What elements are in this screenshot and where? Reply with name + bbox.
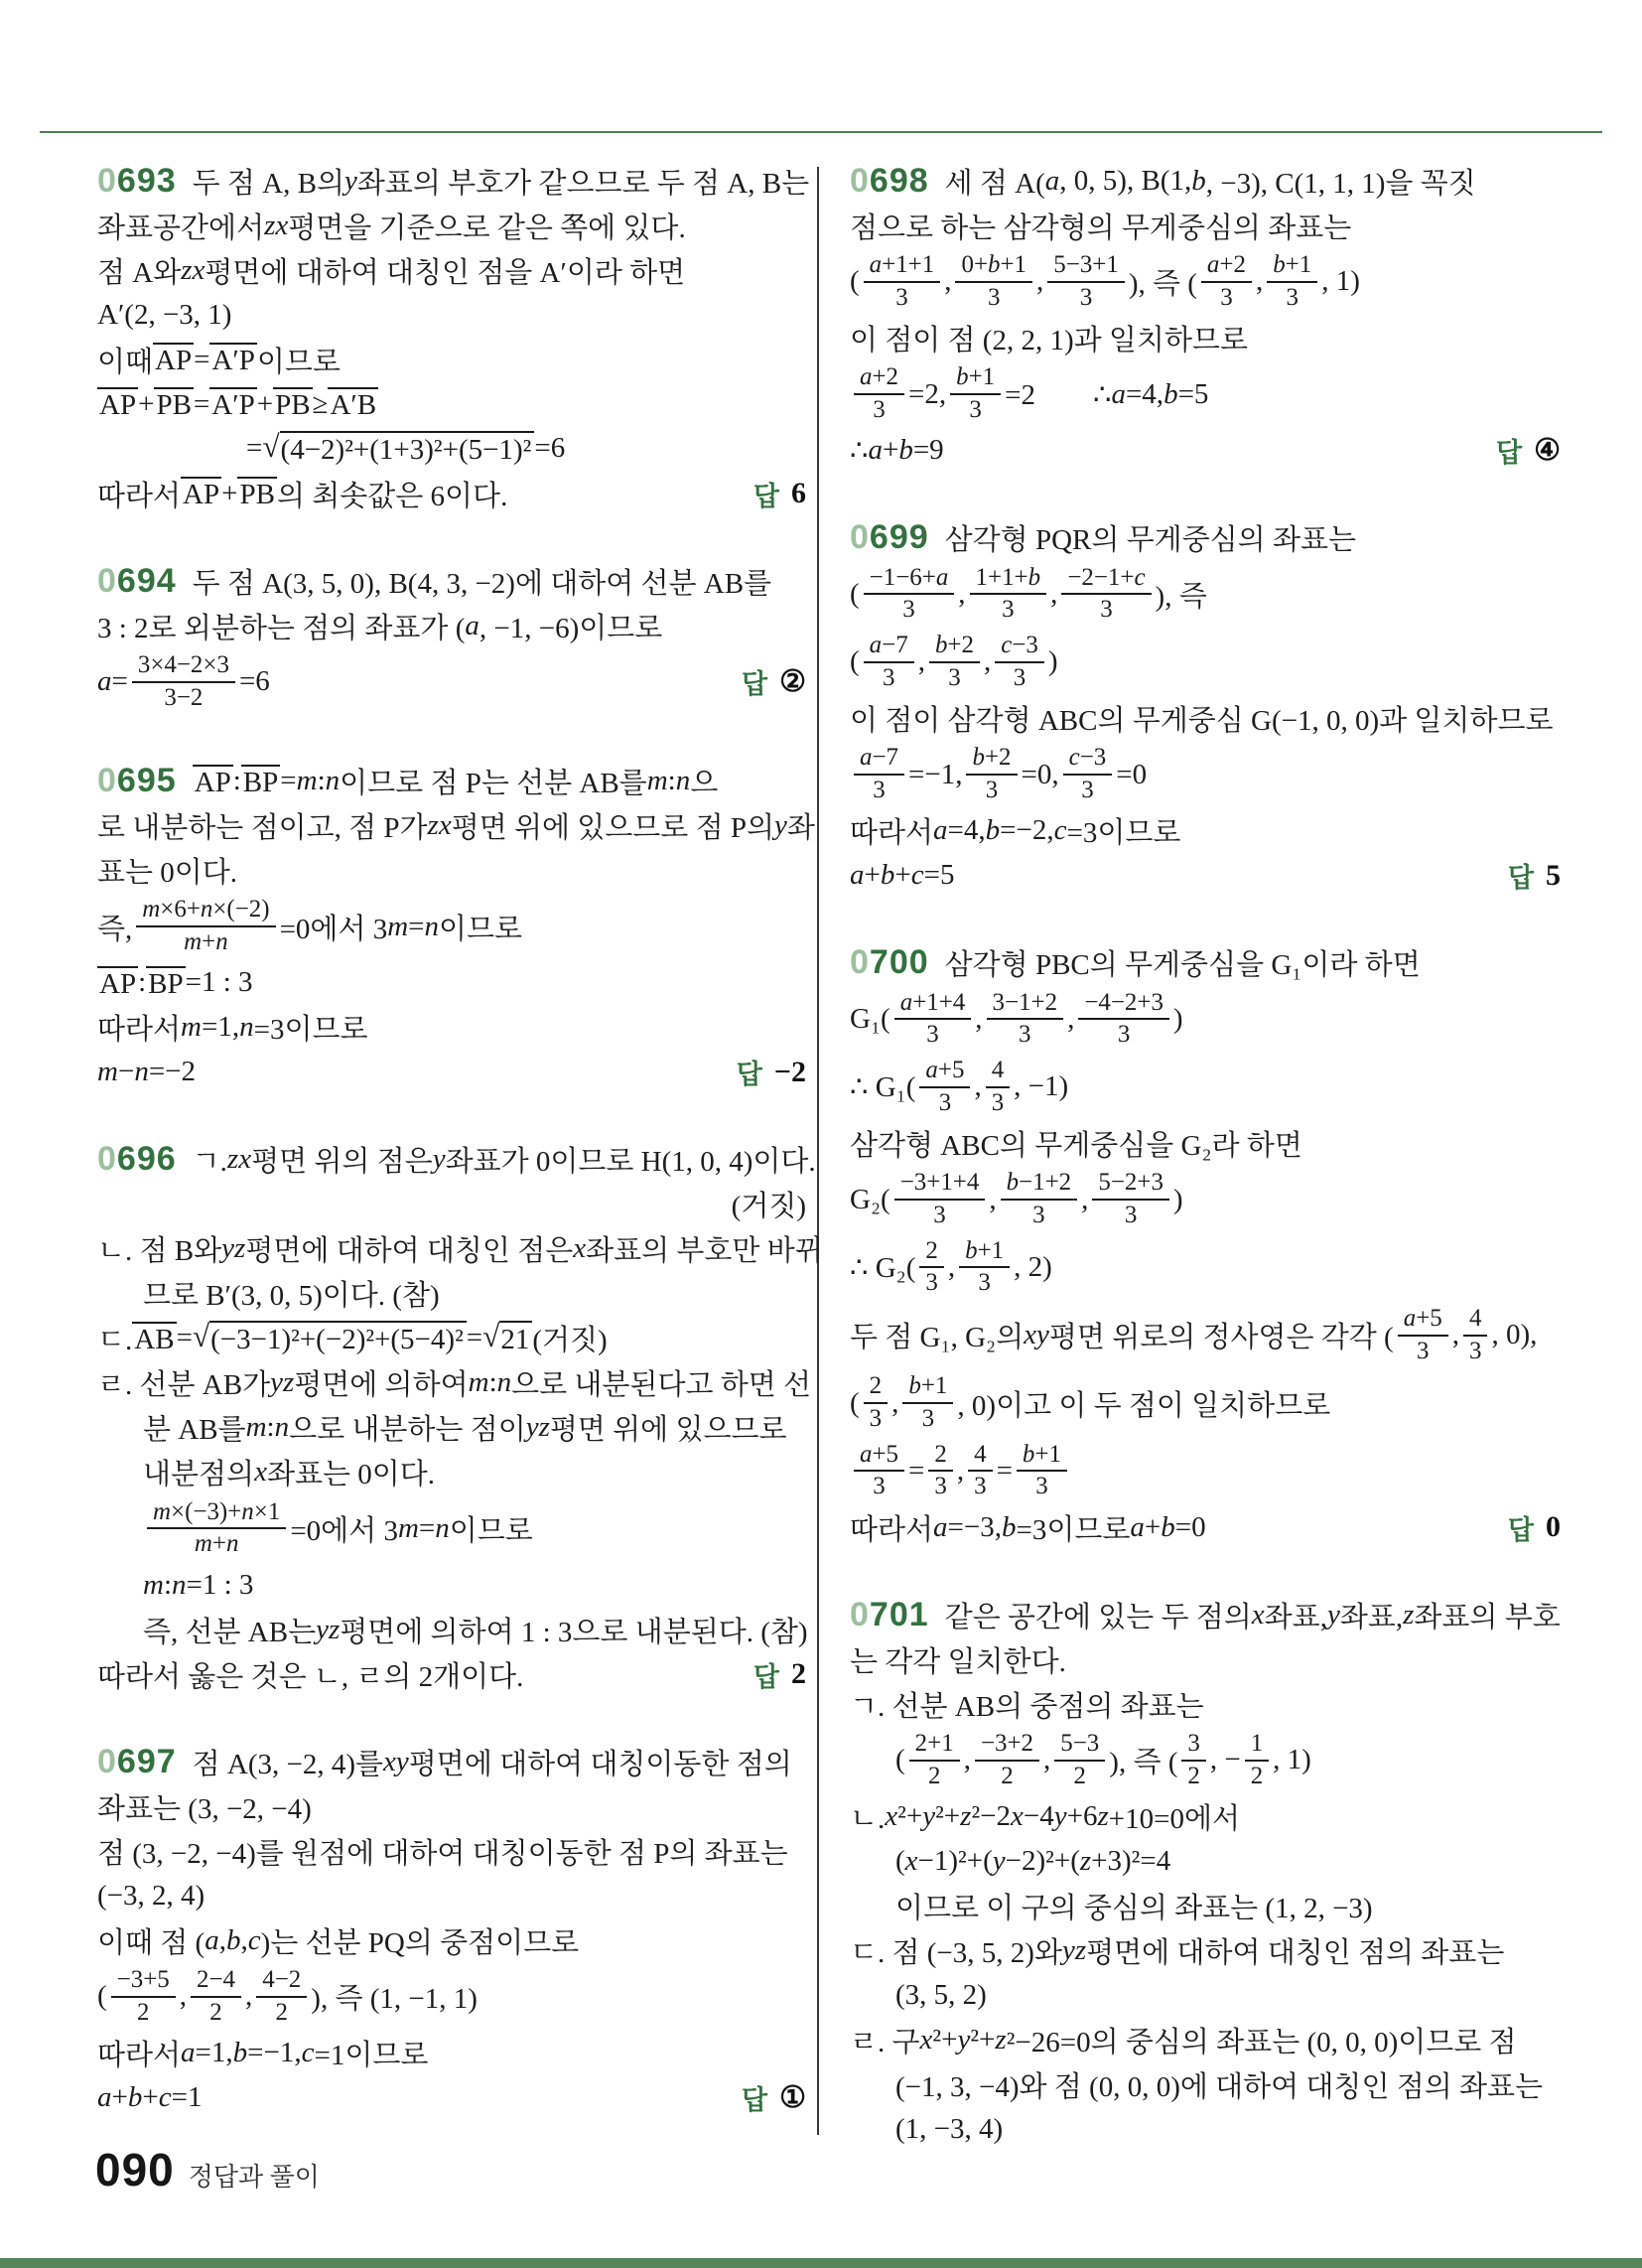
solution-line: 즉, 선분 AB는 yz 평면에 의하여 1 : 3으로 내분된다. (참)	[143, 1613, 808, 1648]
solution-line: G₁( $\frac{a+1+4}{3}$ , $\frac{3-1+2}{3}$ , $\frac{-4-2+3}{3}$ )	[850, 988, 1183, 1049]
solution-line: 내분점의 x 좌표는 0이다.	[143, 1456, 436, 1491]
solution-line: 이때 점 ( a , b , c )는 선분 PQ의 중점이므로	[97, 1923, 580, 1959]
answer-chip	[1508, 856, 1561, 895]
solution-line: 분 AB를 m : n 으로 내분하는 점이 yz 평면 위에 있으므로	[143, 1411, 787, 1447]
answer-chip	[753, 1655, 806, 1694]
problem-card	[850, 517, 1561, 897]
solution-line: 0701 같은 공간에 있는 두 점의 x 좌표, y 좌표, z 좌표의 부호	[850, 1595, 1561, 1633]
solution-line: 따라서 옳은 것은 ㄴ, ㄹ의 2개이다. 답 2	[97, 1653, 806, 1695]
solution-line: 는 각각 일치한다.	[850, 1645, 1066, 1678]
solution-line: 삼각형 ABC의 무게중심을 G₂라 하면	[850, 1129, 1302, 1162]
solution-line: (−1, 3, −4)와 점 (0, 0, 0)에 대하여 대칭인 점의 좌표는	[895, 2070, 1544, 2103]
answer-label: 답	[753, 1661, 779, 1692]
problem-card	[850, 160, 1561, 472]
problem-card	[850, 942, 1561, 1548]
solution-line: 로 내분하는 점이고, 점 P가 zx 평면 위에 있으므로 점 P의 y 좌	[97, 808, 815, 844]
solution-line: 0700 삼각형 PBC의 무게중심을 G₁이라 하면	[850, 943, 1421, 982]
solution-line: ∴ a + b =9 답 ④	[850, 430, 1561, 472]
solution-line: ㄴ. 점 B와 yz 평면에 대하여 대칭인 점은 x 좌표의 부호만 바뀌	[97, 1232, 823, 1268]
solution-line: ( x −1)²+( y −2)²+( z +3)²=4	[895, 1844, 1171, 1877]
solution-line: ㄹ. 구 x ²+ y ²+ z ²−26=0의 중심의 좌표는 (0, 0, 0)이므로 점	[850, 2023, 1517, 2058]
solution-line: AP : BP =1 : 3	[99, 966, 253, 1000]
answer-label: 답	[736, 1060, 762, 1090]
solution-line: ( $\frac{2+1}{2}$ , $\frac{-3+2}{2}$ , $\frac{5-3}{2}$ ), 즉 ( $\frac{3}{2}$ , − $\frac{1}{2}$ , 1)	[895, 1730, 1311, 1789]
solution-line: (−3, 2, 4)	[97, 1879, 205, 1912]
solution-line: m − n =−2 답 −2	[97, 1052, 806, 1093]
solution-line: ㄴ. x ²+ y ²+ z ²−2 x −4 y +6 z +10=0에서	[850, 1799, 1241, 1835]
solution-line: ( $\frac{-3+5}{2}$ , $\frac{2-4}{2}$ , $\frac{4-2}{2}$ ), 즉 (1, −1, 1)	[97, 1966, 478, 2026]
solution-line: (3, 5, 2)	[895, 1978, 987, 2011]
solution-line: 므로 B′(3, 0, 5)이다. (참)	[143, 1280, 440, 1313]
right-column	[850, 157, 1561, 2196]
answer-label: 답	[1507, 863, 1534, 894]
solution-line: ㄹ. 선분 AB가 yz 평면에 의하여 m : n 으로 내분된다고 하면 선	[97, 1366, 812, 1402]
solution-line: = √ (4−2)²+(1+3)²+(5−1)² =6	[246, 429, 566, 467]
solution-line: 이때 AP = A′P 이므로	[97, 343, 341, 378]
answer-value: 2	[791, 1657, 806, 1691]
answer-label: 답	[753, 481, 779, 511]
solution-line: ㄷ. 점 (−3, 5, 2)와 yz 평면에 대하여 대칭인 점의 좌표는	[850, 1933, 1505, 1969]
solution-line: 두 점 G₁, G₂의 xy 평면 위로의 정사영은 각각 ( $\frac{a+5}{3}$ , $\frac{4}{3}$ , 0),	[850, 1305, 1538, 1364]
solution-line: 따라서 a =1, b =−1, c =1이므로	[97, 2036, 429, 2071]
problem-number: 0696	[97, 1140, 177, 1179]
solution-line: A′(2, −3, 1)	[97, 298, 232, 331]
problem-card	[97, 1139, 823, 1695]
answer-chip	[753, 475, 806, 513]
problem-number: 0699	[850, 518, 929, 557]
solution-line: ( $\frac{2}{3}$ , $\frac{b+1}{3}$ , 0)이고 이 두 점이 일치하므로	[850, 1372, 1331, 1433]
problem-number: 0693	[97, 161, 177, 200]
answer-value: 6	[791, 477, 806, 509]
answer-label: 답	[1496, 438, 1523, 469]
solution-line: 좌표는 (3, −2, −4)	[97, 1792, 312, 1825]
answer-chip	[742, 2078, 806, 2117]
solution-line: 이 점이 삼각형 ABC의 무게중심 G(−1, 0, 0)과 일치하므로	[850, 704, 1554, 737]
solution-line: 점 A와 zx 평면에 대하여 대칭인 점을 A′이라 하면	[97, 253, 686, 289]
solution-line: 따라서 AP + PB 의 최솟값은 6이다. 답 6	[97, 473, 806, 514]
solution-line: 0693 두 점 A, B의 y 좌표의 부호가 같으므로 두 점 A, B는	[97, 161, 810, 200]
page-footer	[95, 2143, 320, 2197]
solution-line: 따라서 a =−3, b =3이므로 a + b =0 답 0	[850, 1506, 1561, 1548]
solution-line: ( $\frac{a-7}{3}$ , $\frac{b+2}{3}$ , $\frac{c-3}{3}$ )	[850, 632, 1058, 691]
column-divider	[817, 167, 819, 2135]
solution-line: 점으로 하는 삼각형의 무게중심의 좌표는	[850, 212, 1352, 244]
solution-line: 이 점이 점 (2, 2, 1)과 일치하므로	[850, 324, 1248, 356]
top-rule	[40, 131, 1602, 133]
answer-value: ①	[779, 2080, 806, 2114]
solution-line: $\frac{m\times(-3)+n\times 1}{m+n}$ =0에서 3 m = n 이므로	[97, 1496, 806, 1561]
solution-line: G₂( $\frac{-3+1+4}{3}$ , $\frac{b-1+2}{3}$ , $\frac{5-2+3}{3}$ )	[850, 1169, 1183, 1229]
answer-chip	[1496, 431, 1561, 470]
solution-line: ∴ G₂( $\frac{2}{3}$ , $\frac{b+1}{3}$ , 2)	[850, 1236, 1052, 1297]
solution-line: a + b + c =1 답 ①	[97, 2076, 806, 2118]
solution-line: 0698 세 점 A( a , 0, 5), B(1, b , −3), C(1, 1, 1)을 꼭짓	[850, 161, 1476, 200]
answer-value: 0	[1546, 1510, 1561, 1544]
solution-line: 표는 0이다.	[97, 856, 238, 889]
solution-line: $\frac{a-7}{3}$ =−1, $\frac{b+2}{3}$ =0, $\frac{c-3}{3}$ =0	[850, 742, 1561, 806]
solution-line: a + b + c =5 답 5	[850, 855, 1561, 897]
answer-chip	[1508, 1508, 1561, 1547]
answer-label: 답	[742, 669, 768, 700]
problem-number: 0697	[97, 1742, 177, 1780]
solution-line: $\frac{a+2}{3}$ =2, $\frac{b+1}{3}$ =2 ∴ a =4, b =5	[850, 361, 1561, 426]
answer-value: 5	[1546, 858, 1561, 892]
answer-chip	[737, 1053, 806, 1091]
solution-line: 0694 두 점 A(3, 5, 0), B(4, 3, −2)에 대하여 선분 AB를	[97, 561, 772, 600]
bottom-band	[0, 2258, 1642, 2268]
problem-number: 0701	[850, 1595, 929, 1633]
problem-number: 0695	[97, 761, 177, 799]
problem-card	[97, 560, 806, 714]
problem-number: 0694	[97, 561, 177, 600]
problem-card	[97, 1741, 806, 2118]
solution-line: 따라서 a =4, b =−2, c =3이므로	[850, 814, 1181, 850]
problem-number: 0700	[850, 943, 929, 982]
solution-line: 좌표공간에서 zx 평면을 기준으로 같은 쪽에 있다.	[97, 209, 686, 244]
solution-line: 0695 AP : BP = m : n 이므로 점 P는 선분 AB를 m : n 으	[97, 761, 719, 799]
answer-value: ②	[779, 665, 806, 699]
solution-line: a = $\frac{3\times 4-2\times 3}{3-2}$ =6 답 ②	[97, 651, 806, 711]
problem-card	[850, 1594, 1561, 2150]
answer-value: ④	[1534, 434, 1561, 468]
solution-line: m : n =1 : 3	[143, 1568, 254, 1601]
problem-number: 0698	[850, 161, 929, 200]
page-number: 090	[95, 2144, 175, 2196]
solution-line: AP + PB = A′P + PB ≥ A′B	[99, 387, 377, 422]
solution-line: 0699 삼각형 PQR의 무게중심의 좌표는	[850, 518, 1356, 557]
solution-line: ㄷ. AB = √ (−3−1)²+(−2)²+(5−4)² = √ 21 (거짓)	[97, 1318, 608, 1357]
problem-card	[97, 760, 815, 1092]
left-column	[97, 157, 823, 2164]
footer-label: 정답과 풀이	[188, 2163, 320, 2192]
solution-line: 3 : 2로 외분하는 점의 좌표가 ( a , −1, −6)이므로	[97, 609, 663, 644]
solution-line: 따라서 m =1, n =3이므로	[97, 1011, 368, 1047]
solution-line: 0696 ㄱ. zx 평면 위의 점은 y 좌표가 0이므로 H(1, 0, 4)이다.	[97, 1140, 816, 1179]
solution-line: 점 (3, −2, −4)를 원점에 대하여 대칭이동한 점 P의 좌표는	[97, 1837, 788, 1870]
answer-chip	[742, 662, 806, 701]
answer-label: 답	[1507, 1514, 1534, 1545]
solution-line: ∴ G₁( $\frac{a+5}{3}$ , $\frac{4}{3}$ , −1)	[850, 1057, 1069, 1116]
solution-line: ( $\frac{a+1+1}{3}$ , $\frac{0+b+1}{3}$ , $\frac{5-3+1}{3}$ ), 즉 ( $\frac{a+2}{3}$ , $\frac{b+1}{3}$ , 1)	[850, 251, 1360, 311]
solution-line: ㄱ. 선분 AB의 중점의 좌표는	[850, 1690, 1204, 1723]
problem-card	[97, 160, 810, 514]
answer-value: −2	[773, 1055, 806, 1088]
solution-line: 이므로 이 구의 중심의 좌표는 (1, 2, −3)	[895, 1892, 1373, 1924]
solution-line: (1, −3, 4)	[895, 2112, 1004, 2145]
solution-line: 즉, $\frac{m\times 6+n\times(-2)}{m+n}$ =0에서 3 m = n 이므로	[97, 896, 523, 956]
solution-line: (거짓)	[731, 1191, 806, 1223]
answer-label: 답	[742, 2084, 768, 2115]
solution-line: 0697 점 A(3, −2, 4)를 xy 평면에 대하여 대칭이동한 점의	[97, 1742, 792, 1780]
solution-line: ( $\frac{-1-6+a}{3}$ , $\frac{1+1+b}{3}$ , $\frac{-2-1+c}{3}$ ), 즉	[850, 563, 1207, 624]
solution-line: $\frac{a+5}{3}$ = $\frac{2}{3}$ , $\frac{4}{3}$ = $\frac{b+1}{3}$	[850, 1439, 1561, 1503]
